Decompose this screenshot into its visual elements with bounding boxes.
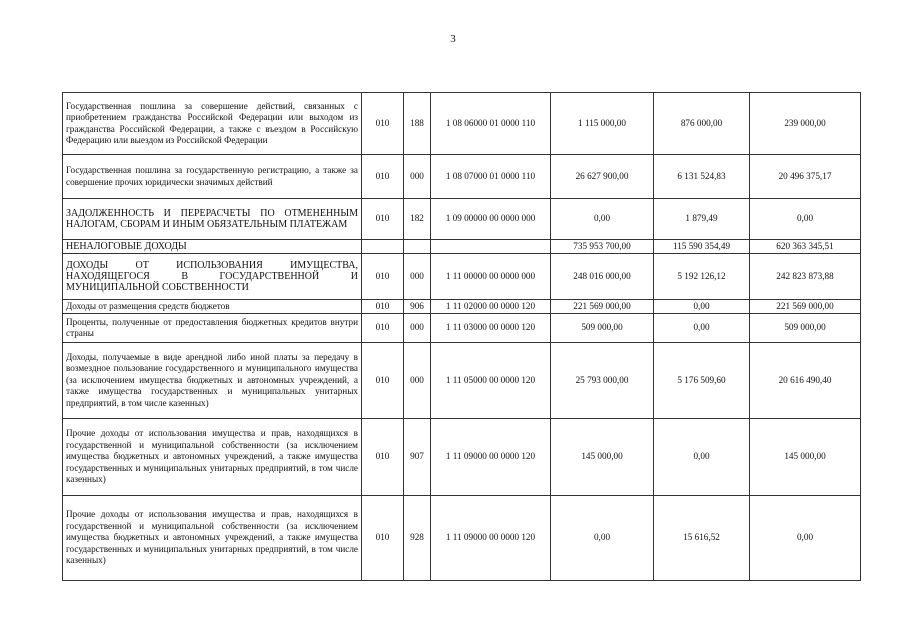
row-name: Доходы, получаемые в виде арендной либо иной платы за передачу в возмездное пользование государственного и муниципального имущества (за исключением имущества бюджетных и автономных учреждений, а также имущества государственных и муниципальных унитарных предприятий, в том числе казенных) <box>63 343 362 419</box>
row-name: ДОХОДЫ ОТ ИСПОЛЬЗОВАНИЯ ИМУЩЕСТВА, НАХОДЯЩЕГОСЯ В ГОСУДАРСТВЕННОЙ И МУНИЦИПАЛЬНОЙ СОБСТВЕННОСТИ <box>63 254 362 300</box>
admin-code: 010 <box>362 199 404 240</box>
row-name: Проценты, полученные от предоставления бюджетных кредитов внутри страны <box>63 314 362 343</box>
department-code: 000 <box>404 155 431 199</box>
remaining-amount: 0,00 <box>750 199 861 240</box>
remaining-amount: 509 000,00 <box>750 314 861 343</box>
revenue-classification-code: 1 08 07000 01 0000 110 <box>431 155 551 199</box>
planned-amount: 145 000,00 <box>551 419 654 496</box>
row-name: Прочие доходы от использования имущества и прав, находящихся в государственной и муниципальной собственности (за исключением имущества бюджетных и автономных учреждений, а также имущества государственных и муниципальных унитарных предприятий, в том числе казенных) <box>63 496 362 581</box>
table-row <box>63 300 861 314</box>
planned-amount: 0,00 <box>551 496 654 581</box>
department-code: 000 <box>404 314 431 343</box>
admin-code: 010 <box>362 300 404 314</box>
executed-amount: 0,00 <box>654 300 750 314</box>
row-name: ЗАДОЛЖЕННОСТЬ И ПЕРЕРАСЧЕТЫ ПО ОТМЕНЕННЫМ НАЛОГАМ, СБОРАМ И ИНЫМ ОБЯЗАТЕЛЬНЫМ ПЛАТЕЖАМ <box>63 199 362 240</box>
revenue-classification-code: 1 11 05000 00 0000 120 <box>431 343 551 419</box>
table-row <box>63 240 861 254</box>
remaining-amount: 620 363 345,51 <box>750 240 861 254</box>
department-code: 906 <box>404 300 431 314</box>
table-row <box>63 496 861 581</box>
planned-amount: 26 627 900,00 <box>551 155 654 199</box>
executed-amount: 15 616,52 <box>654 496 750 581</box>
executed-amount: 876 000,00 <box>654 93 750 155</box>
executed-amount: 6 131 524,83 <box>654 155 750 199</box>
remaining-amount: 242 823 873,88 <box>750 254 861 300</box>
admin-code: 010 <box>362 314 404 343</box>
executed-amount: 0,00 <box>654 314 750 343</box>
revenue-classification-code: 1 11 03000 00 0000 120 <box>431 314 551 343</box>
planned-amount: 1 115 000,00 <box>551 93 654 155</box>
planned-amount: 25 793 000,00 <box>551 343 654 419</box>
department-code: 188 <box>404 93 431 155</box>
department-code: 000 <box>404 343 431 419</box>
row-name: Прочие доходы от использования имущества и прав, находящихся в государственной и муниципальной собственности (за исключением имущества бюджетных и автономных учреждений, а также имущества государственных и муниципальных унитарных предприятий, в том числе казенных) <box>63 419 362 496</box>
admin-code: 010 <box>362 496 404 581</box>
revenue-classification-code: 1 11 09000 00 0000 120 <box>431 419 551 496</box>
revenue-classification-code: 1 11 09000 00 0000 120 <box>431 496 551 581</box>
row-name: Государственная пошлина за совершение действий, связанных с приобретением гражданства Российской Федерации или выходом из гражданства Российской Федерации, а также с въездом в Российскую Федерацию или выездом из Российской Федерации <box>63 93 362 155</box>
admin-code: 010 <box>362 343 404 419</box>
department-code: 182 <box>404 199 431 240</box>
planned-amount: 0,00 <box>551 199 654 240</box>
department-code: 000 <box>404 254 431 300</box>
executed-amount: 0,00 <box>654 419 750 496</box>
executed-amount: 5 192 126,12 <box>654 254 750 300</box>
table-row <box>63 254 861 300</box>
department-code: 907 <box>404 419 431 496</box>
table-row <box>63 314 861 343</box>
admin-code: 010 <box>362 93 404 155</box>
planned-amount: 221 569 000,00 <box>551 300 654 314</box>
planned-amount: 509 000,00 <box>551 314 654 343</box>
planned-amount: 735 953 700,00 <box>551 240 654 254</box>
revenue-classification-code: 1 09 00000 00 0000 000 <box>431 199 551 240</box>
executed-amount: 5 176 509,60 <box>654 343 750 419</box>
row-name: НЕНАЛОГОВЫЕ ДОХОДЫ <box>63 240 362 254</box>
executed-amount: 115 590 354,49 <box>654 240 750 254</box>
remaining-amount: 20 496 375,17 <box>750 155 861 199</box>
admin-code: 010 <box>362 419 404 496</box>
table-row <box>63 93 861 155</box>
admin-code: 010 <box>362 254 404 300</box>
department-code <box>404 240 431 254</box>
admin-code: 010 <box>362 155 404 199</box>
table-row <box>63 199 861 240</box>
remaining-amount: 20 616 490,40 <box>750 343 861 419</box>
remaining-amount: 239 000,00 <box>750 93 861 155</box>
row-name: Государственная пошлина за государственную регистрацию, а также за совершение прочих юридически значимых действий <box>63 155 362 199</box>
remaining-amount: 0,00 <box>750 496 861 581</box>
table-row <box>63 155 861 199</box>
revenue-classification-code: 1 08 06000 01 0000 110 <box>431 93 551 155</box>
planned-amount: 248 016 000,00 <box>551 254 654 300</box>
revenue-classification-code: 1 11 00000 00 0000 000 <box>431 254 551 300</box>
revenue-classification-code: 1 11 02000 00 0000 120 <box>431 300 551 314</box>
department-code: 928 <box>404 496 431 581</box>
admin-code <box>362 240 404 254</box>
table-row <box>63 419 861 496</box>
revenue-classification-code <box>431 240 551 254</box>
remaining-amount: 145 000,00 <box>750 419 861 496</box>
row-name: Доходы от размещения средств бюджетов <box>63 300 362 314</box>
budget-revenue-table <box>62 92 861 581</box>
executed-amount: 1 879,49 <box>654 199 750 240</box>
page-number: 3 <box>450 33 456 45</box>
remaining-amount: 221 569 000,00 <box>750 300 861 314</box>
table-row <box>63 343 861 419</box>
